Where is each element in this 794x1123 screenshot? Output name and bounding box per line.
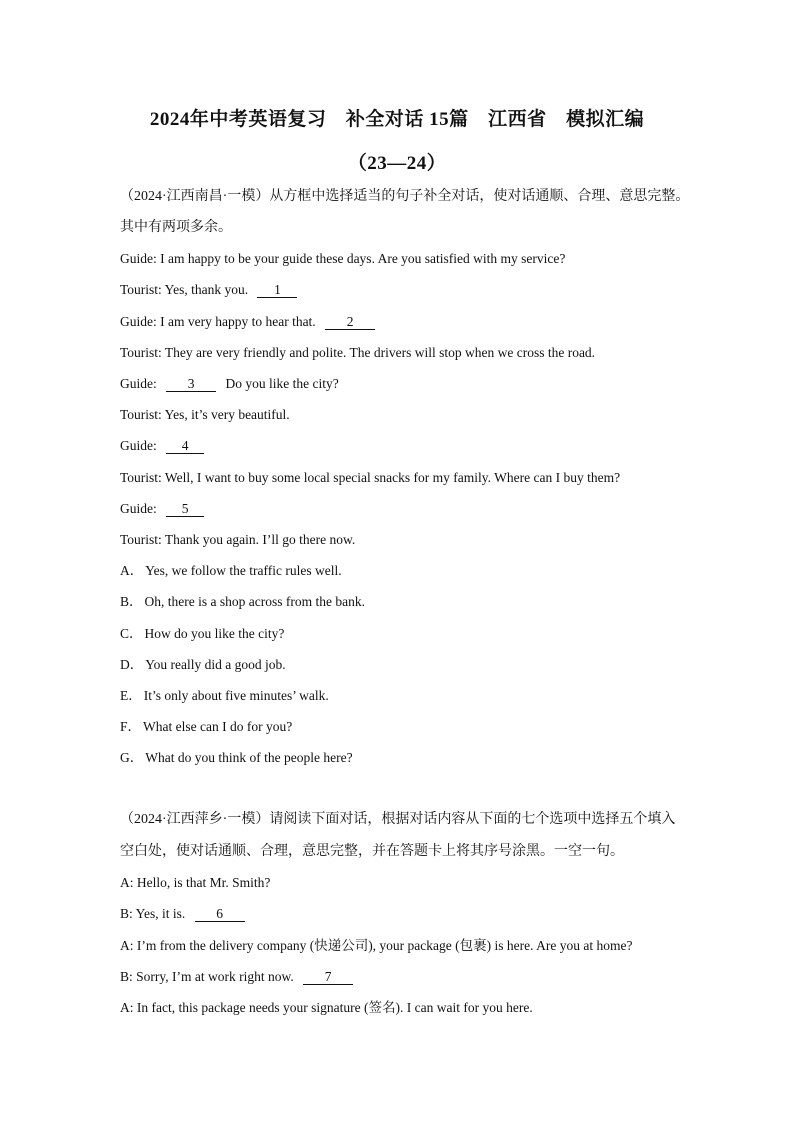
dialogue-text: Guide: I am happy to be your guide these days. Are you satisfied with my service? <box>120 251 566 266</box>
dialogue-line <box>120 469 690 487</box>
dialogue-line <box>120 968 690 986</box>
dialogue-text: Tourist: Yes, thank you. <box>120 282 249 297</box>
dialogue-text-after: Do you like the city? <box>225 376 339 391</box>
option-letter: E． <box>120 688 142 703</box>
option-text: What else can I do for you? <box>143 719 293 734</box>
option-text: How do you like the city? <box>144 626 285 641</box>
dialogue-line <box>120 905 690 923</box>
option-letter: G． <box>120 750 144 765</box>
answer-blank-4[interactable]: 4 <box>166 439 204 454</box>
dialogue-line <box>120 344 690 362</box>
dialogue-line <box>120 281 690 299</box>
option-letter: A． <box>120 563 144 578</box>
option-letter: B． <box>120 594 143 609</box>
dialogue-line <box>120 999 690 1017</box>
answer-blank-6[interactable]: 6 <box>195 907 245 922</box>
option-letter: C． <box>120 626 143 641</box>
dialogue-text: A: Hello, is that Mr. Smith? <box>120 875 271 890</box>
answer-blank-5[interactable]: 5 <box>166 502 204 517</box>
dialogue-line <box>120 250 690 268</box>
section1-intro-line2: 其中有两项多余。 <box>120 220 232 235</box>
option-letter: D． <box>120 657 144 672</box>
answer-blank-1[interactable]: 1 <box>257 283 297 298</box>
dialogue-line <box>120 937 690 955</box>
dialogue-text: Tourist: They are very friendly and polite. The drivers will stop when we cross the road. <box>120 345 596 360</box>
page-subtitle: （23—24） <box>347 153 447 174</box>
dialogue-line <box>120 313 690 331</box>
option-text: Yes, we follow the traffic rules well. <box>145 563 342 578</box>
dialogue-line <box>120 406 690 424</box>
option-item <box>120 718 690 736</box>
dialogue-line <box>120 500 690 518</box>
dialogue-text: Guide: <box>120 376 157 391</box>
answer-blank-7[interactable]: 7 <box>303 970 353 985</box>
option-text: Oh, there is a shop across from the bank. <box>144 594 365 609</box>
dialogue-text: B: Sorry, I’m at work right now. <box>120 969 294 984</box>
option-text: What do you think of the people here? <box>145 750 353 765</box>
option-item <box>120 625 690 643</box>
dialogue-text: B: Yes, it is. <box>120 906 186 921</box>
dialogue-line <box>120 874 690 892</box>
option-item <box>120 562 690 580</box>
dialogue-text: Guide: <box>120 501 157 516</box>
option-letter: F． <box>120 719 142 734</box>
dialogue-text: Tourist: Yes, it’s very beautiful. <box>120 407 290 422</box>
option-item <box>120 656 690 674</box>
dialogue-line <box>120 531 690 549</box>
dialogue-text: Guide: I am very happy to hear that. <box>120 314 316 329</box>
option-text: It’s only about five minutes’ walk. <box>143 688 329 703</box>
option-item <box>120 687 690 705</box>
dialogue-text: Tourist: Thank you again. I’ll go there now. <box>120 532 356 547</box>
section1-intro-line1: （2024·江西南昌·一模）从方框中选择适当的句子补全对话，使对话通顺、合理、意思完整。 <box>120 189 690 204</box>
answer-blank-3[interactable]: 3 <box>166 377 216 392</box>
section2-intro-line1: （2024·江西萍乡·一模）请阅读下面对话，根据对话内容从下面的七个选项中选择五个填入 <box>120 812 676 827</box>
answer-blank-2[interactable]: 2 <box>325 315 375 330</box>
dialogue-text: A: In fact, this package needs your signature (签名). I can wait for you here. <box>120 1000 533 1015</box>
dialogue-line <box>120 437 690 455</box>
dialogue-text: Guide: <box>120 438 157 453</box>
page-title: 2024年中考英语复习 补全对话 15篇 江西省 模拟汇编 <box>149 109 645 130</box>
option-item <box>120 749 690 767</box>
section2-intro-line2: 空白处，使对话通顺、合理，意思完整，并在答题卡上将其序号涂黑。一空一句。 <box>120 844 624 859</box>
option-text: You really did a good job. <box>145 657 286 672</box>
dialogue-text: A: I’m from the delivery company (快递公司), your package (包裹) is here. Are you at home? <box>120 938 633 953</box>
dialogue-line <box>120 375 690 393</box>
dialogue-text: Tourist: Well, I want to buy some local special snacks for my family. Where can I buy them? <box>120 470 621 485</box>
option-item <box>120 593 690 611</box>
